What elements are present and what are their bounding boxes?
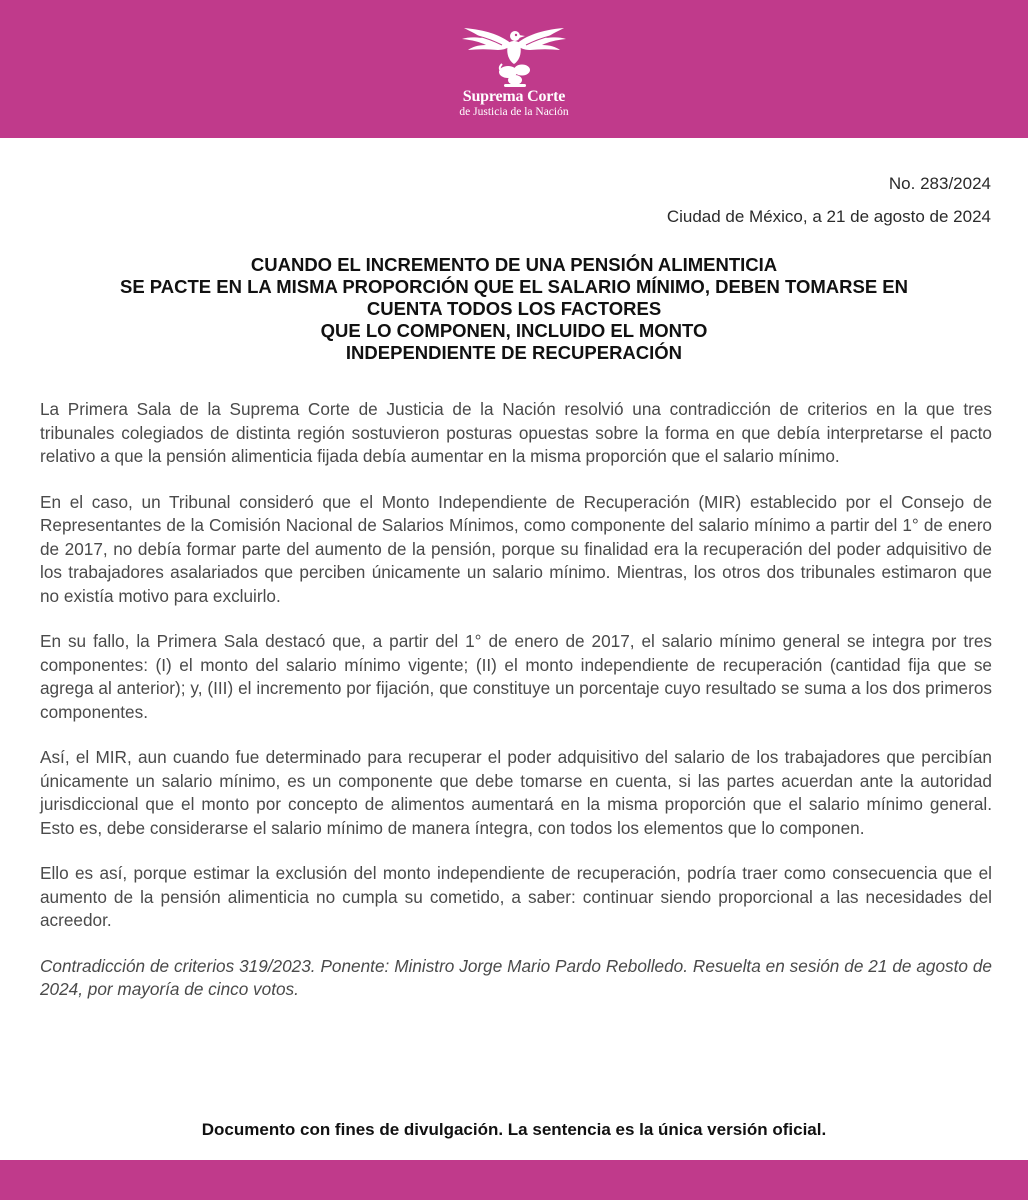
- institution-logo: [0, 0, 1028, 138]
- title-line: CUANDO EL INCREMENTO DE UNA PENSIÓN ALIMENTICIA: [250, 254, 778, 275]
- title-line: SE PACTE EN LA MISMA PROPORCIÓN QUE EL SALARIO MÍNIMO, DEBEN TOMARSE EN: [119, 276, 909, 297]
- disclaimer-note: Documento con fines de divulgación. La sentencia es la única versión oficial.: [201, 1120, 827, 1139]
- document-number: No. 283/2024: [888, 174, 991, 193]
- document-body: [40, 398, 992, 1024]
- document-title: [30, 254, 998, 364]
- body-paragraph: La Primera Sala de la Suprema Corte de Justicia de la Nación resolvió una contradicción de criterios en la que tres tribunales colegiados de distinta región sostuvieron posturas opuestas sobre la forma en que debía interpretarse el pacto relativo a que la pensión alimenticia fijada debía aumentar en la misma proporción que el salario mínimo.: [40, 399, 992, 466]
- body-paragraph: Ello es así, porque estimar la exclusión del monto independiente de recuperación, podría traer como consecuencia que el aumento de la pensión alimenticia no cumpla su cometido, a saber: continuar siendo proporcional a las necesidades del acreedor.: [40, 863, 992, 930]
- title-line: INDEPENDIENTE DE RECUPERACIÓN: [345, 342, 683, 363]
- case-citation: Contradicción de criterios 319/2023. Ponente: Ministro Jorge Mario Pardo Rebolledo. Resuelta en sesión de 21 de agosto de 2024, por mayoría de cinco votos.: [40, 955, 992, 999]
- institution-subtitle: de Justicia de la Nación: [459, 106, 569, 118]
- body-paragraph: En el caso, un Tribunal consideró que el Monto Independiente de Recuperación (MIR) establecido por el Consejo de Representantes de la Comisión Nacional de Salarios Mínimos, como componente del salario mínimo a partir del 1° de enero de 2017, no debía formar parte del aumento de la pensión, porque su finalidad era la recuperación del poder adquisitivo de los trabajadores asalariados que perciben únicamente un salario mínimo. Mientras, los otros dos tribunales estimaron que no existía motivo para excluirlo.: [40, 491, 992, 606]
- body-paragraph: Así, el MIR, aun cuando fue determinado para recuperar el poder adquisitivo del salario de los trabajadores que percibían únicamente un salario mínimo, es un componente que debe tomarse en cuenta, si las partes acuerdan ante la autoridad jurisdiccional que el monto por concepto de alimentos aumentará en la misma proporción que el salario mínimo general. Esto es, debe considerarse el salario mínimo de manera íntegra, con todos los elementos que lo componen.: [40, 747, 992, 838]
- title-line: QUE LO COMPONEN, INCLUIDO EL MONTO: [320, 320, 708, 341]
- eagle-emblem-icon: [458, 14, 570, 88]
- institution-name: Suprema Corte: [462, 88, 566, 105]
- body-paragraph: En su fallo, la Primera Sala destacó que, a partir del 1° de enero de 2017, el salario mínimo general se integra por tres componentes: (I) el monto del salario mínimo vigente; (II) el monto independiente de recuperación (cantidad fija que se agrega al anterior); y, (III) el incremento por fijación, que constituye un porcentaje cuyo resultado se suma a los dos primeros componentes.: [40, 631, 992, 722]
- footer-bar: [0, 1160, 1028, 1200]
- title-line: CUENTA TODOS LOS FACTORES: [366, 298, 662, 319]
- document-place-date: Ciudad de México, a 21 de agosto de 2024: [666, 207, 991, 226]
